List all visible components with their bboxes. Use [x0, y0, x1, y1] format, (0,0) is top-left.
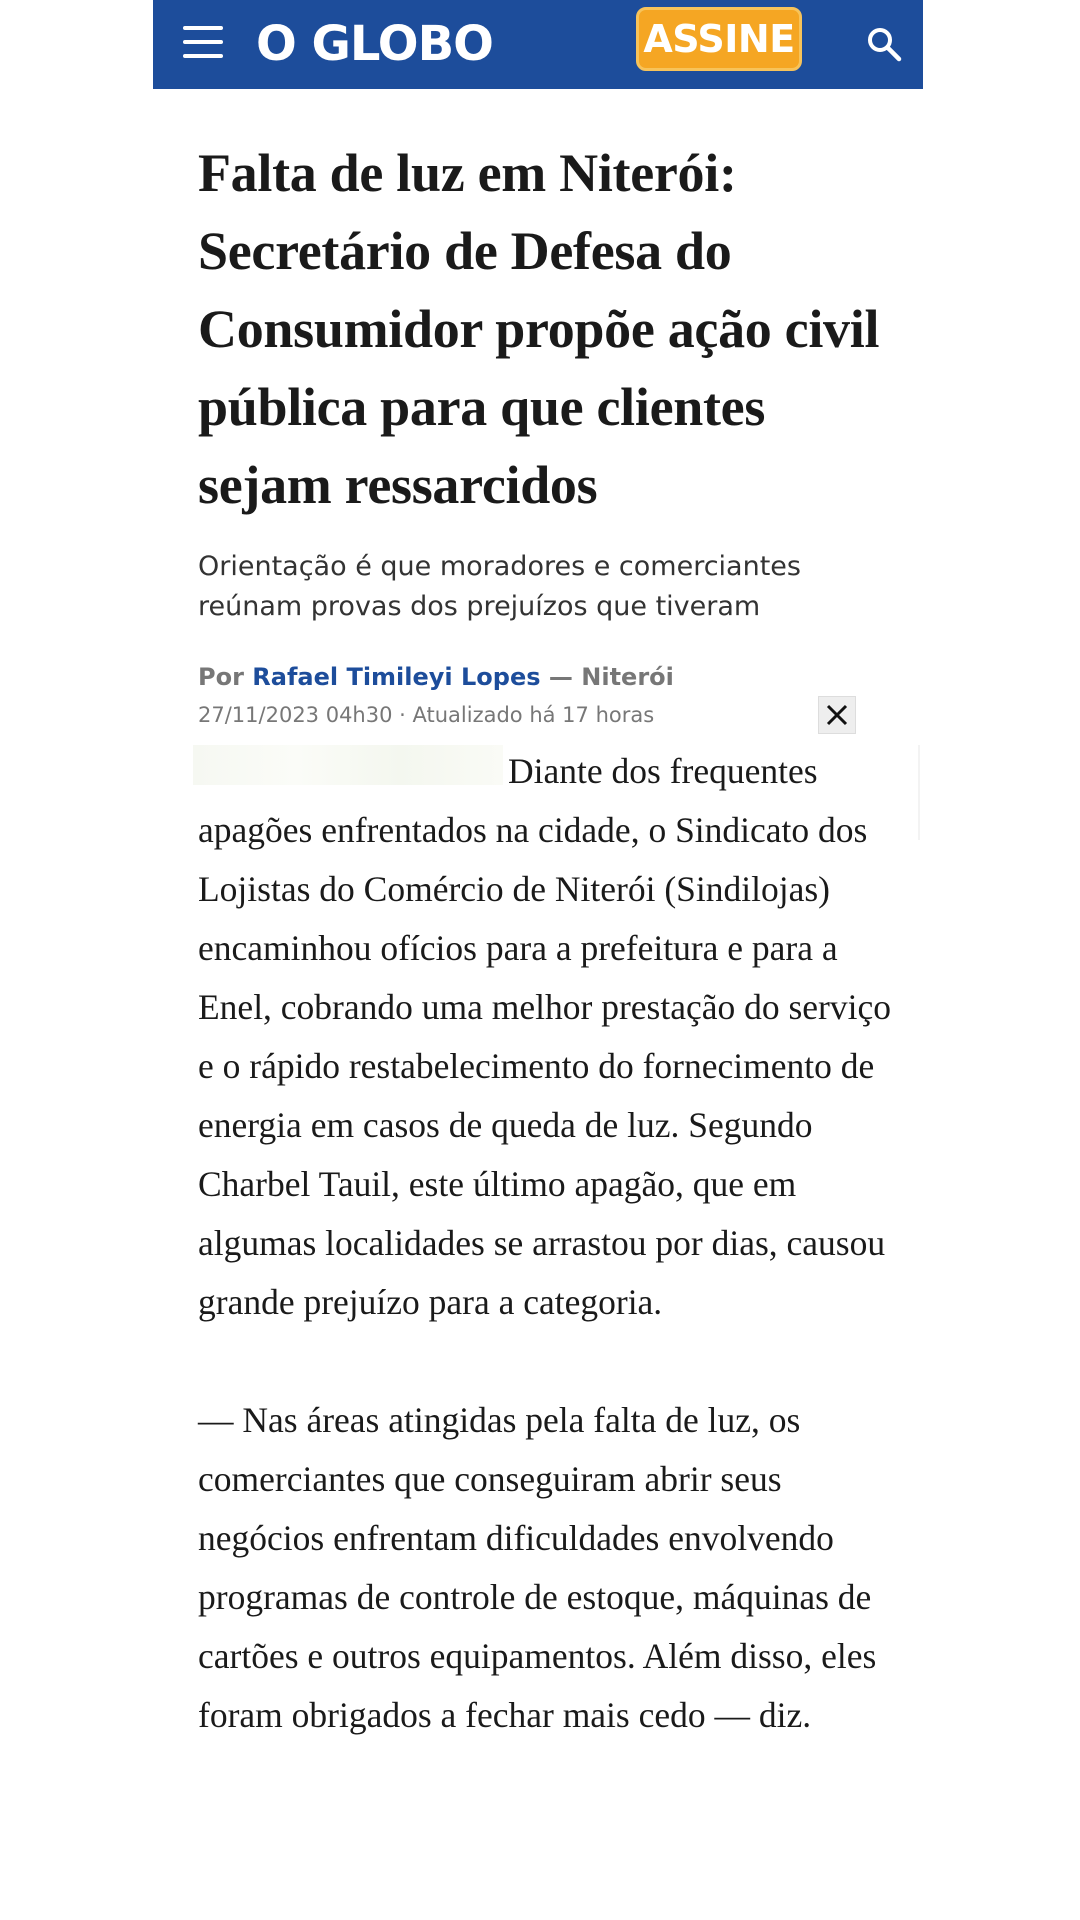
byline-prefix: Por [198, 663, 244, 691]
byline-location: — Niterói [548, 663, 674, 691]
author-link[interactable]: Rafael Timileyi Lopes [252, 663, 541, 691]
paragraph-text: Diante dos frequentes apagões enfrentados na cidade, o Sindicato dos Lojistas do Comércio de Niterói (Sindilojas) encaminhou ofícios para a prefeitura e para a Enel, cobrando uma melhor prestação do serviço e o rápido restabelecimento do fornecimento de energia em casos de queda de luz. Segundo Charbel Tauil, este último apagão, que em algumas localidades se arrastou por dias, causou grande prejuízo para a categoria. [198, 751, 891, 1322]
article-body [198, 742, 898, 1804]
search-icon[interactable] [866, 26, 902, 62]
article-dateline: 27/11/2023 04h30 · Atualizado há 17 horas [198, 703, 655, 727]
article-paragraph: — Nas áreas atingidas pela falta de luz, os comerciantes que conseguiram abrir seus negócios enfrentam dificuldades envolvendo programas de controle de estoque, máquinas de cartões e outros equipamentos. Além disso, eles foram obrigados a fechar mais cedo — diz. [198, 1400, 877, 1735]
article-subtitle: Orientação é que moradores e comerciantes reúnam provas dos prejuízos que tiveram [198, 551, 801, 622]
hamburger-menu-icon[interactable] [183, 22, 223, 62]
close-icon [825, 703, 849, 727]
ad-close-button[interactable] [818, 696, 856, 734]
subscribe-button[interactable]: ASSINE [636, 7, 802, 71]
site-header [153, 0, 923, 89]
article-byline [198, 663, 674, 691]
article-headline: Falta de luz em Niterói: Secretário de Defesa do Consumidor propõe ação civil pública para que clientes sejam ressarcidos [198, 143, 880, 515]
site-logo[interactable]: O GLOBO [256, 16, 493, 72]
article-paragraph [198, 742, 898, 1332]
ad-banner-edge [918, 745, 920, 840]
